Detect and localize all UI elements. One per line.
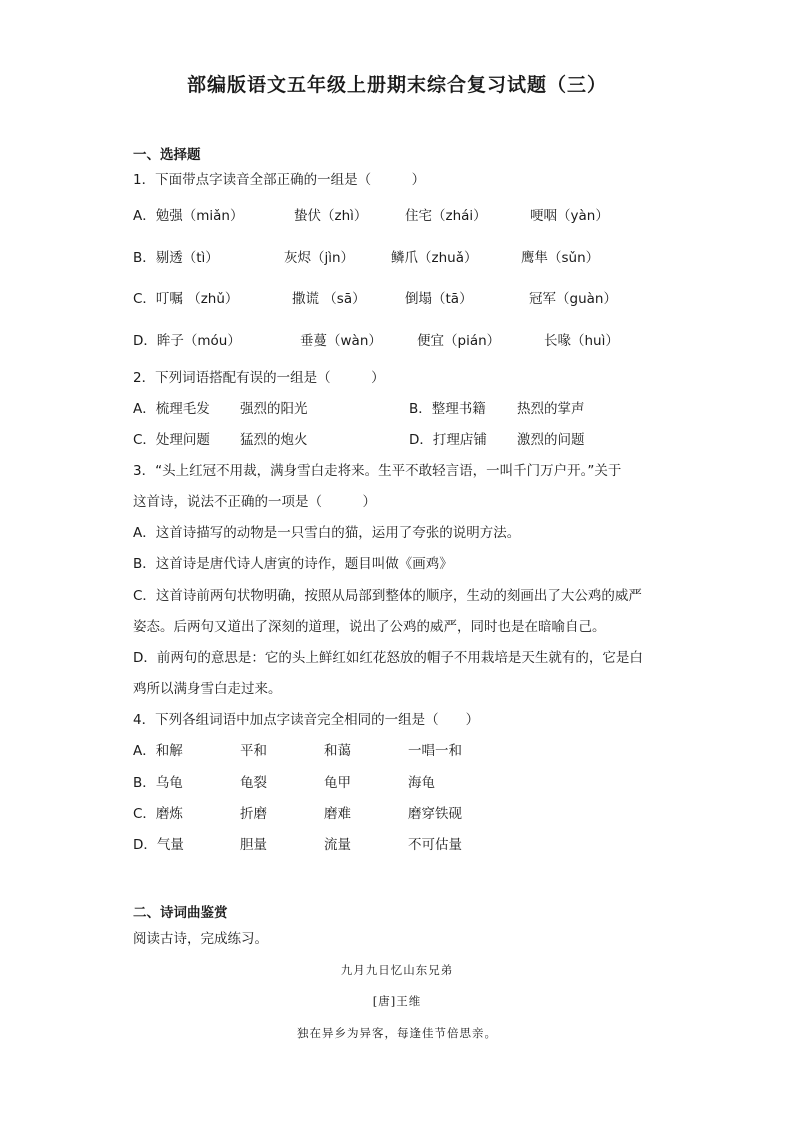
option-text: C．磨炼 [133,806,183,822]
option-text: 龟裂 [240,775,267,791]
option-text: 不可估量 [408,837,462,853]
option-text: 倒塌（tā） [405,291,473,307]
poem-title: 九月九日忆山东兄弟 [340,963,454,977]
option-text: 龟甲 [324,775,351,791]
poem-line: 独在异乡为异客，每逢佳节倍思亲。 [297,1026,497,1040]
option-text: 鸡所以满身雪白走过来。 [133,681,282,697]
option-text: 鳞爪（zhuǎ） [391,250,478,266]
instruction-text: 阅读古诗，完成练习。 [133,931,268,947]
question-stem: 1．下面带点字读音全部正确的一组是（ ） [133,172,426,188]
option-text: D．气量 [133,837,184,853]
option-text: 灰烬（jìn） [284,250,355,266]
option-text: 猛烈的炮火 [240,432,308,448]
option-text: D．前两句的意思是：它的头上鲜红如红花怒放的帽子不用栽培是天生就有的，它是白 [133,650,643,666]
option-text: 磨穿铁砚 [408,806,462,822]
option-text: 强烈的阳光 [240,401,308,417]
section-heading: 一、选择题 [133,147,201,163]
option-text: 鹰隼（sǔn） [521,250,600,266]
option-text: D．打理店铺 [409,432,487,448]
option-text: B．整理书籍 [409,401,486,417]
option-text: 流量 [324,837,351,853]
option-text: C．这首诗前两句状物明确，按照从局部到整体的顺序，生动的刻画出了大公鸡的威严 [133,588,642,604]
option-text: 热烈的掌声 [517,401,585,417]
option-text: C．叮嘱 （zhǔ） [133,291,239,307]
option-text: 平和 [240,743,267,759]
question-stem: 3．“头上红冠不用裁，满身雪白走将来。生平不敢轻言语，一叫千门万户开。”关于 [133,463,622,479]
option-text: A．勉强（miǎn） [133,208,244,224]
option-text: B．乌龟 [133,775,183,791]
option-text: 长喙（huì） [544,333,619,349]
option-text: B．这首诗是唐代诗人唐寅的诗作，题目叫做《画鸡》 [133,556,453,572]
option-text: 激烈的问题 [517,432,585,448]
section-heading: 二、诗词曲鉴赏 [133,905,228,921]
option-text: 折磨 [240,806,267,822]
option-text: 胆量 [240,837,267,853]
question-stem: 4．下列各组词语中加点字读音完全相同的一组是（ ） [133,712,480,728]
question-stem: 这首诗，说法不正确的一项是（ ） [133,494,376,510]
option-text: A．这首诗描写的动物是一只雪白的猫，运用了夸张的说明方法。 [133,525,521,541]
option-text: 撒谎 （sā） [292,291,366,307]
option-text: A．和解 [133,743,183,759]
option-text: 海龟 [408,775,435,791]
question-stem: 2．下列词语搭配有误的一组是（ ） [133,370,385,386]
option-text: 磨难 [324,806,351,822]
poem-author: [唐]王维 [372,994,422,1008]
option-text: 哽咽（yàn） [530,208,609,224]
option-text: B．剔透（tì） [133,250,219,266]
option-text: 冠军（guàn） [529,291,617,307]
option-text: 住宅（zhái） [405,208,487,224]
option-text: D．眸子（móu） [133,333,241,349]
option-text: 一唱一和 [408,743,462,759]
option-text: 垂蔓（wàn） [300,333,382,349]
page-title: 部编版语文五年级上册期末综合复习试题（三） [186,74,607,96]
option-text: 和蔼 [324,743,351,759]
option-text: 姿态。后两句又道出了深刻的道理，说出了公鸡的威严，同时也是在暗喻自己。 [133,619,606,635]
option-text: C．处理问题 [133,432,210,448]
option-text: A．梳理毛发 [133,401,210,417]
option-text: 蛰伏（zhì） [294,208,368,224]
option-text: 便宜（pián） [417,333,501,349]
